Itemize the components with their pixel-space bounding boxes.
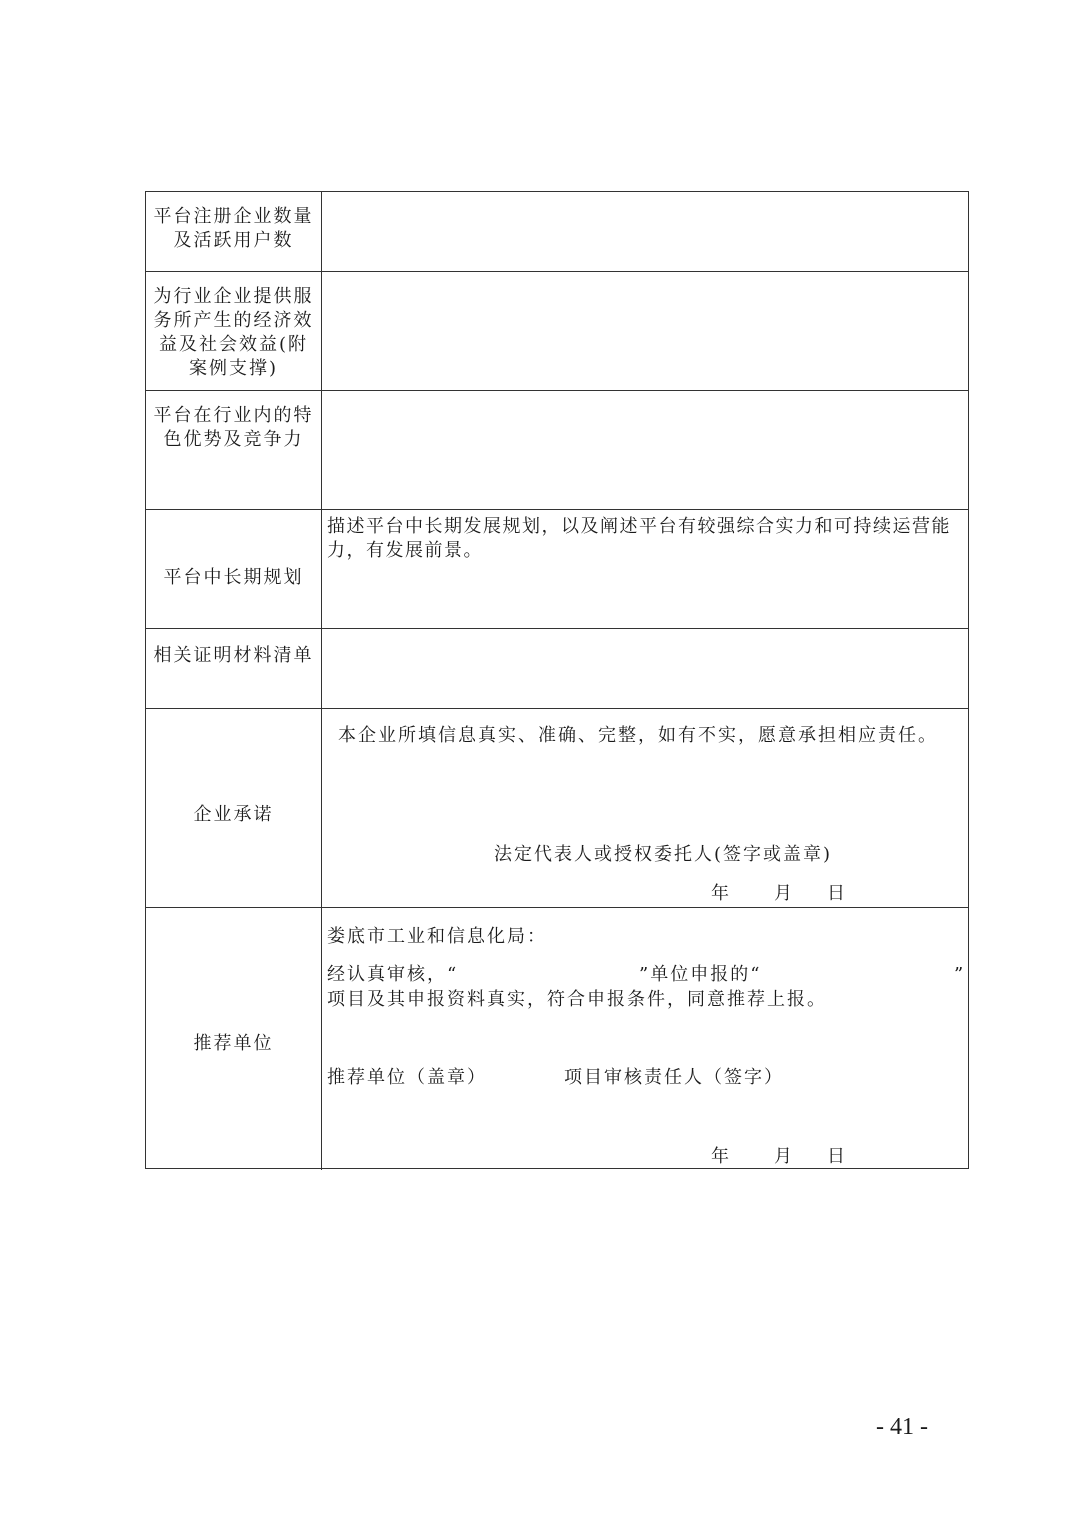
row-competitiveness xyxy=(146,391,968,510)
row-label: 平台中长期规划 xyxy=(163,567,304,588)
value-cell-recommendation xyxy=(322,908,968,1170)
value-cell-commitment xyxy=(322,709,968,907)
seal-label: 推荐单位（盖章） xyxy=(327,1067,487,1088)
row-commitment xyxy=(146,709,968,908)
row-label: 为行业企业提供服务所产生的经济效益及社会效益(附案例支撑) xyxy=(153,286,314,379)
review-text-part1: 经认真审核，“ xyxy=(327,964,459,985)
row-label: 推荐单位 xyxy=(193,1033,274,1054)
addressee: 娄底市工业和信息化局： xyxy=(327,926,547,947)
review-text-part2: ”单位申报的“ xyxy=(639,964,762,985)
date-day: 日 xyxy=(827,1146,847,1167)
value-cell-registered-users[interactable] xyxy=(322,192,968,271)
date-month: 月 xyxy=(774,883,794,904)
signer-label: 法定代表人或授权委托人(签字或盖章) xyxy=(494,844,833,865)
date-year: 年 xyxy=(711,883,731,904)
review-text-part3: ” xyxy=(954,964,966,985)
label-cell xyxy=(146,908,322,1170)
application-form-table xyxy=(145,191,969,1169)
row-label: 相关证明材料清单 xyxy=(153,645,314,666)
row-recommendation xyxy=(146,908,968,1170)
label-cell xyxy=(146,272,322,390)
row-label: 企业承诺 xyxy=(193,804,274,825)
page-number: - 41 - xyxy=(876,1414,928,1440)
row-label: 平台在行业内的特色优势及竞争力 xyxy=(153,405,314,450)
date-month: 月 xyxy=(774,1146,794,1167)
label-cell xyxy=(146,391,322,509)
review-text-line2: 项目及其申报资料真实，符合申报条件，同意推荐上报。 xyxy=(327,989,827,1010)
row-long-term-plan xyxy=(146,510,968,629)
plan-description: 描述平台中长期发展规划，以及阐述平台有较强综合实力和可持续运营能力，有发展前景。 xyxy=(327,516,951,561)
value-cell-supporting-materials[interactable] xyxy=(322,629,968,708)
label-cell xyxy=(146,709,322,907)
row-label: 平台注册企业数量及活跃用户数 xyxy=(153,206,314,251)
date-year: 年 xyxy=(711,1146,731,1167)
label-cell xyxy=(146,510,322,628)
value-cell-long-term-plan[interactable] xyxy=(322,510,968,628)
value-cell-competitiveness[interactable] xyxy=(322,391,968,509)
row-supporting-materials xyxy=(146,629,968,709)
reviewer-label: 项目审核责任人（签字） xyxy=(564,1067,784,1088)
date-day: 日 xyxy=(827,883,847,904)
label-cell xyxy=(146,192,322,271)
row-economic-benefits xyxy=(146,272,968,391)
label-cell xyxy=(146,629,322,708)
value-cell-economic-benefits[interactable] xyxy=(322,272,968,390)
row-registered-users xyxy=(146,192,968,272)
commitment-statement: 本企业所填信息真实、准确、完整，如有不实，愿意承担相应责任。 xyxy=(338,725,938,746)
